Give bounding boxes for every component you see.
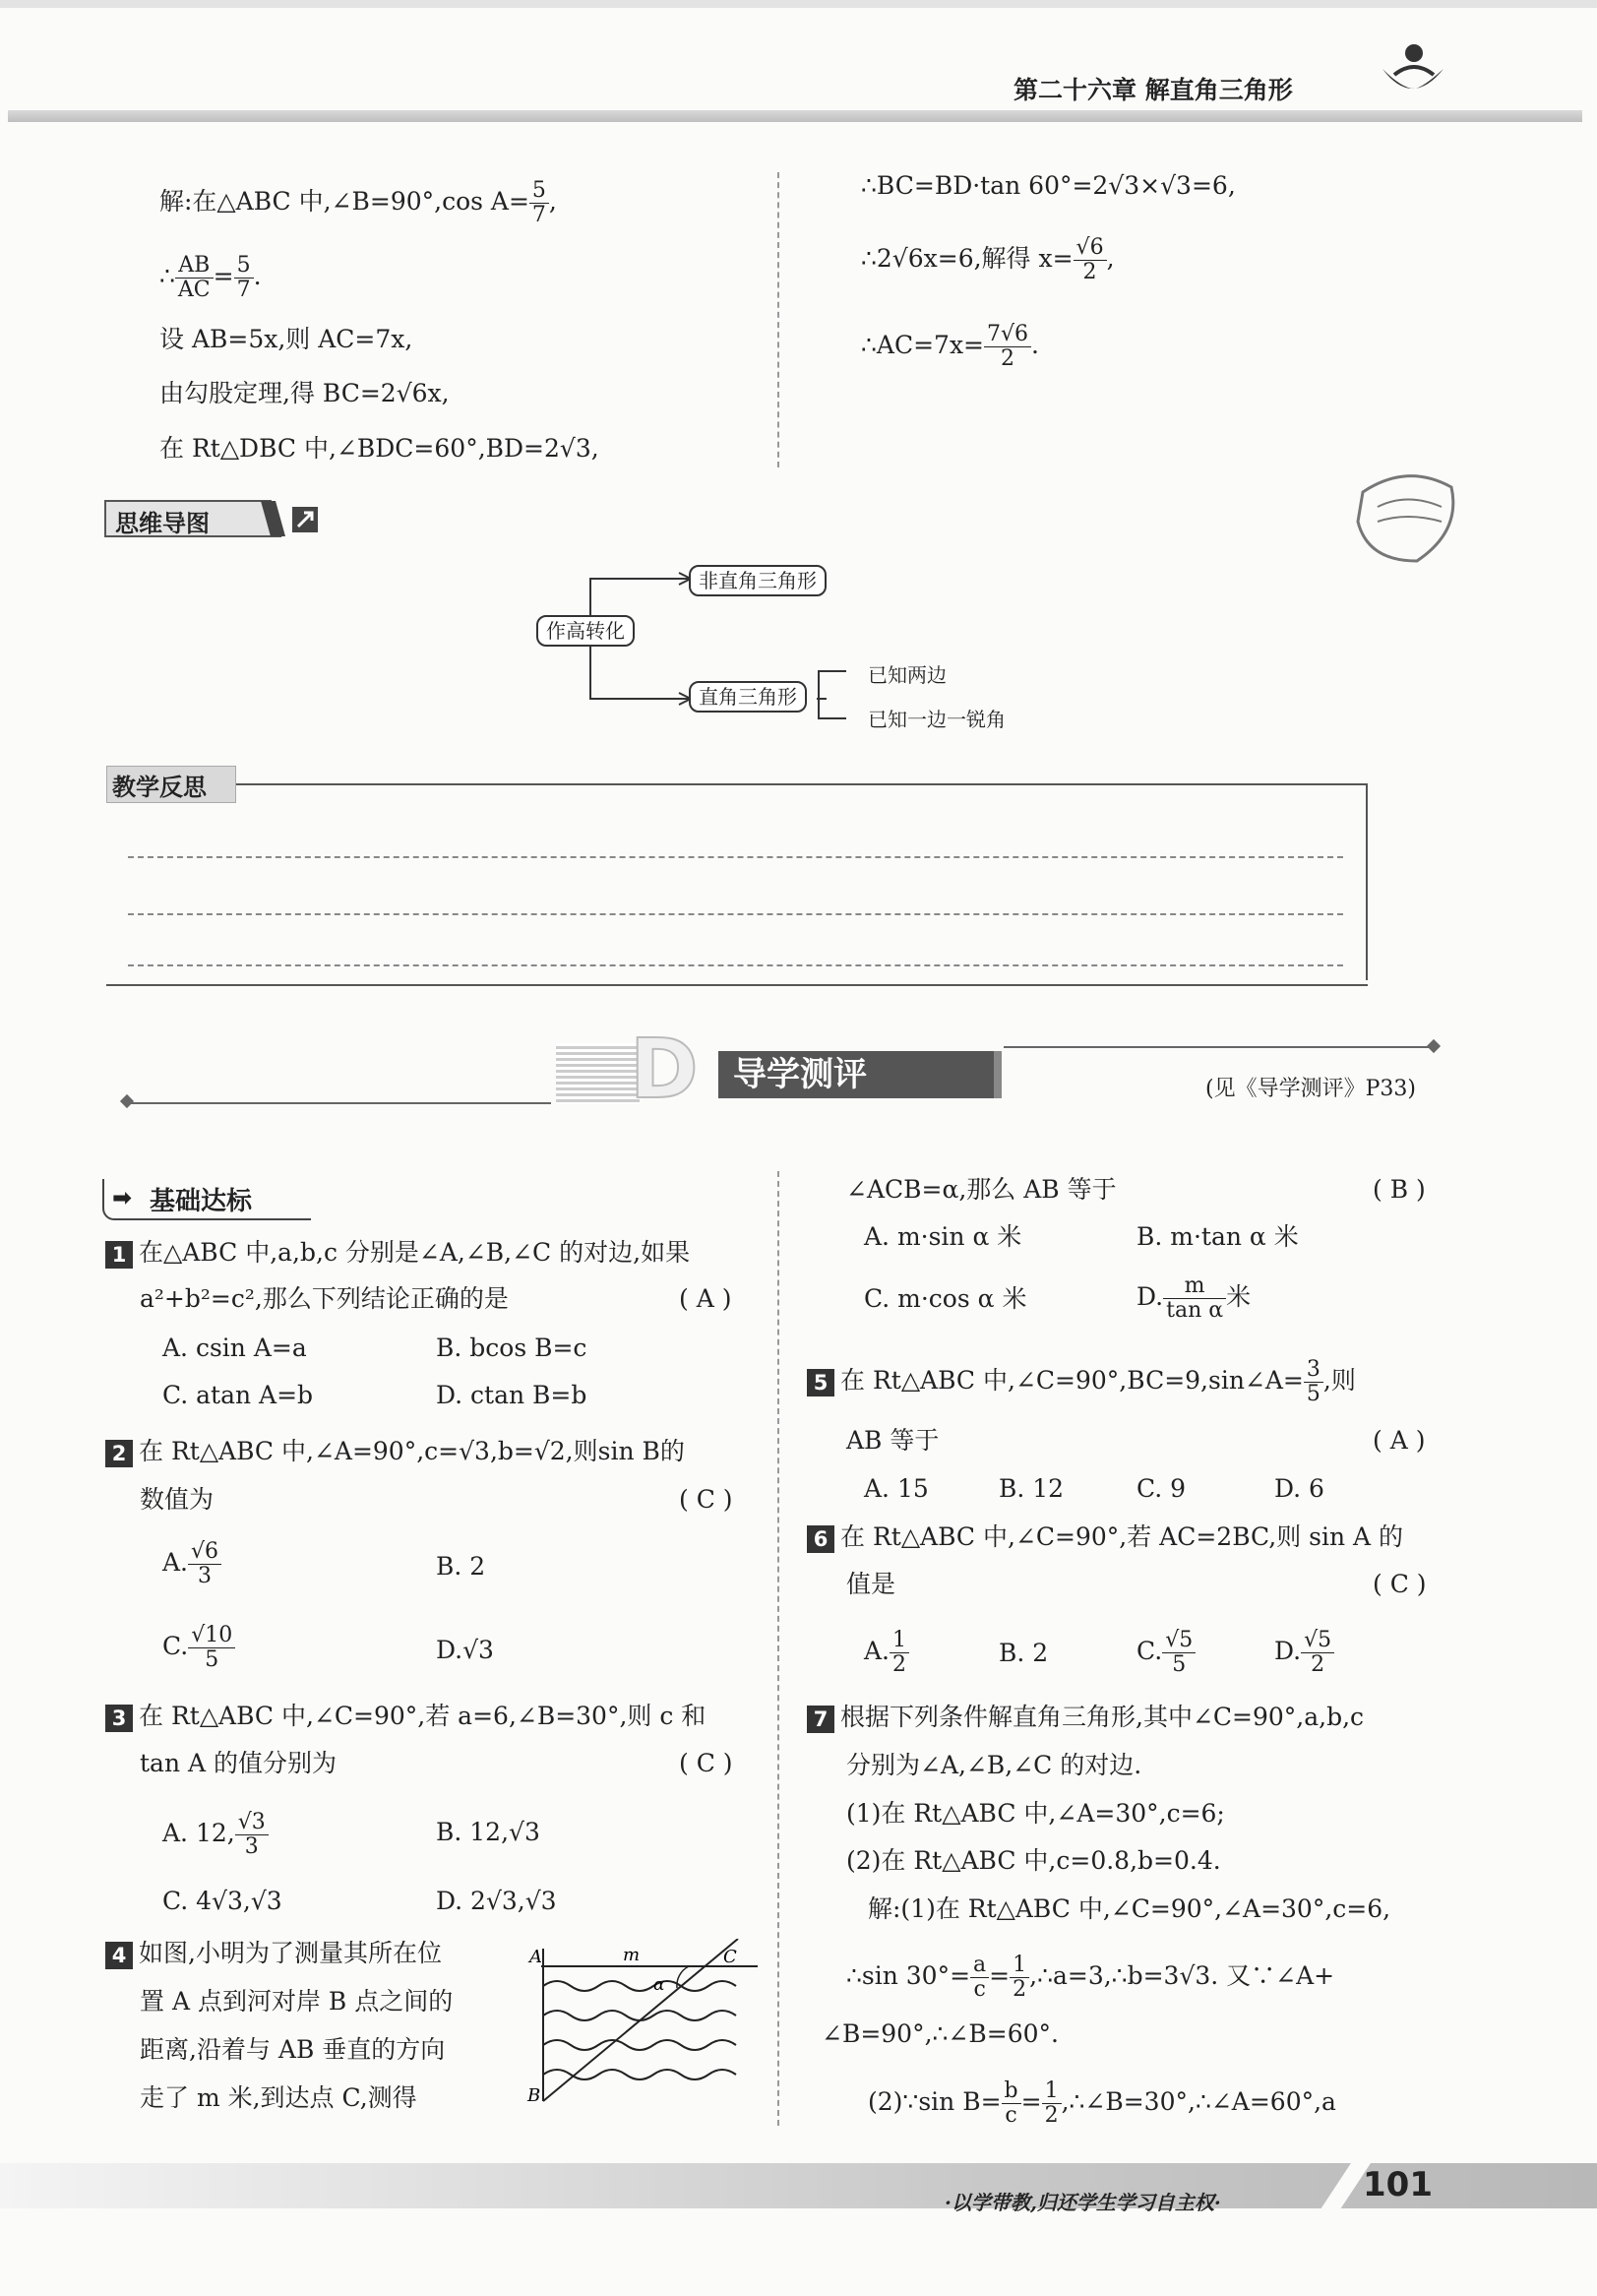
- q2-option-a: A. $\frac{√6}{3}$: [162, 1540, 221, 1588]
- q1-stem-line-2: a²+b²=c²,那么下列结论正确的是: [140, 1284, 509, 1313]
- q6-option-d: D. $\frac{√5}{2}$: [1274, 1629, 1334, 1677]
- q2-answer: ( C ): [679, 1485, 733, 1514]
- fraction: $\frac{1}{2}$: [890, 1629, 909, 1677]
- fraction: $\frac{√5}{2}$: [1301, 1629, 1334, 1677]
- q5-stem-line-2: AB 等于: [846, 1426, 940, 1455]
- q4-option-d: D. $\frac{m}{\text{tan α}}$ 米: [1136, 1273, 1252, 1323]
- reflection-right-border: [1366, 783, 1368, 980]
- q2-option-b: B. 2: [436, 1552, 486, 1581]
- reflection-line: [128, 964, 1343, 966]
- q7-number: 7: [807, 1706, 834, 1733]
- section-letter: D: [630, 1021, 699, 1117]
- q2-option-c: C. $\frac{√10}{5}$: [162, 1624, 235, 1672]
- q1-answer: ( A ): [679, 1284, 732, 1313]
- solution-right-line-2: ∴2√6x=6,解得 x= $\frac{√6}{2}$ ,: [861, 235, 1115, 284]
- q3-option-c: C. 4√3,√3: [162, 1887, 282, 1915]
- solution-right-line-3: ∴AC=7x= $\frac{7√6}{2}$ .: [861, 322, 1039, 371]
- q4-option-c: C. m·cos α 米: [864, 1284, 1027, 1313]
- fraction: $\frac{√3}{3}$: [235, 1811, 269, 1859]
- q6-option-c: C. $\frac{√5}{5}$: [1136, 1629, 1196, 1677]
- q2-option-d: D.√3: [436, 1636, 494, 1664]
- q2-number: 2: [105, 1440, 133, 1467]
- q5-stem-line-1: 5 在 Rt△ABC 中,∠C=90°,BC=9,sin∠A= $\frac{3}{5}$ ,则: [807, 1358, 1356, 1406]
- homework-stamp-icon: [1348, 463, 1466, 571]
- solution-line-1-text: 解:在△ABC 中,∠B=90°,cos A=: [159, 187, 529, 216]
- fraction: $\frac{b}{c}$: [1002, 2079, 1021, 2128]
- header-gray-bar: [8, 110, 1582, 122]
- q1-option-a: A. csin A=a: [162, 1334, 307, 1362]
- solution-line-3: 设 AB=5x,则 AC=7x,: [159, 325, 413, 353]
- q7-solution-line-3: ∠B=90°,∴∠B=60°.: [822, 2019, 1059, 2048]
- q7-solution-line-4: (2)∵sin B= $\frac{b}{c}$ = $\frac{1}{2}$ ,∴∠B=30°,∴∠A=60°,a: [868, 2079, 1336, 2128]
- mindmap-node-non-right: 非直角三角形: [689, 565, 827, 596]
- q4-number: 4: [105, 1942, 133, 1969]
- column-divider-top: [777, 172, 779, 467]
- q4-stem-line-2: 置 A 点到河对岸 B 点之间的: [140, 1987, 454, 2016]
- fraction: $\frac{a}{c}$: [970, 1954, 989, 2002]
- page-header: [0, 0, 1597, 118]
- q4-answer: ( B ): [1373, 1175, 1426, 1204]
- q2-stem-line-2: 数值为: [140, 1485, 215, 1514]
- q6-option-a: A. $\frac{1}{2}$: [864, 1629, 909, 1677]
- fraction: $\frac{AB}{AC}$: [175, 254, 214, 302]
- reflection-bottom-rule: [106, 984, 1368, 986]
- mindmap-node-right: 直角三角形: [689, 681, 807, 713]
- q4-stem-line-1: 4 如图,小明为了测量其所在位: [105, 1937, 442, 1970]
- column-divider-bottom: [777, 1171, 779, 2126]
- fraction: $\frac{5}{7}$: [234, 254, 254, 302]
- section-rule-right: [1004, 1046, 1437, 1048]
- chapter-title: 第二十六章 解直角三角形: [1013, 76, 1293, 104]
- basic-label: 基础达标: [150, 1187, 253, 1216]
- fraction: $\frac{1}{2}$: [1042, 2079, 1062, 2128]
- q3-answer: ( C ): [679, 1749, 733, 1777]
- q5-option-d: D. 6: [1274, 1474, 1324, 1503]
- solution-line-2: ∴ $\frac{AB}{AC}$ = $\frac{5}{7}$ .: [159, 253, 262, 302]
- section-title-end: [994, 1051, 1002, 1098]
- q6-stem-line-1: 6 在 Rt△ABC 中,∠C=90°,若 AC=2BC,则 sin A 的: [807, 1520, 1403, 1554]
- q7-part-2: (2)在 Rt△ABC 中,c=0.8,b=0.4.: [846, 1846, 1221, 1875]
- section-reference: (见《导学测评》P33): [1205, 1077, 1416, 1101]
- q4-option-a: A. m·sin α 米: [864, 1222, 1022, 1251]
- fraction: $\frac{7√6}{2}$: [984, 323, 1031, 371]
- q5-number: 5: [807, 1369, 834, 1396]
- q6-answer: ( C ): [1373, 1570, 1427, 1598]
- q4-stem-line-3: 距离,沿着与 AB 垂直的方向: [140, 2035, 446, 2064]
- reflection-line: [128, 913, 1343, 915]
- q1-number: 1: [105, 1241, 133, 1269]
- fig-label-b: B: [527, 2085, 541, 2106]
- reader-logo-icon: [1373, 39, 1451, 118]
- reflection-label: 教学反思: [112, 774, 207, 801]
- q5-answer: ( A ): [1373, 1426, 1426, 1455]
- fraction: $\frac{√10}{5}$: [188, 1624, 235, 1672]
- q3-option-d: D. 2√3,√3: [436, 1887, 557, 1915]
- mindmap-root-node: 作高转化: [536, 615, 635, 647]
- solution-line-1: 解:在△ABC 中,∠B=90°,cos A= $\frac{5}{7}$ ,: [159, 178, 557, 227]
- q7-stem-line-2: 分别为∠A,∠B,∠C 的对边.: [846, 1751, 1142, 1779]
- solution-right-line-1: ∴BC=BD·tan 60°=2√3×√3=6,: [861, 171, 1236, 200]
- q4-option-b: B. m·tan α 米: [1136, 1222, 1299, 1251]
- q3-option-a: A. 12, $\frac{√3}{3}$: [162, 1811, 269, 1859]
- q1-stem-line-1: 1 在△ABC 中,a,b,c 分别是∠A,∠B,∠C 的对边,如果: [105, 1236, 690, 1270]
- fraction: $\frac{√5}{5}$: [1162, 1629, 1196, 1677]
- arrow-icon: ➡: [112, 1184, 133, 1211]
- fig-label-c: C: [723, 1947, 737, 1967]
- mindmap-leaf-side-angle: 已知一边一锐角: [868, 708, 1006, 731]
- q4-stem-line-4: 走了 m 米,到达点 C,测得: [140, 2083, 417, 2112]
- fig-label-m: m: [623, 1945, 641, 1965]
- q1-option-c: C. atan A=b: [162, 1381, 314, 1409]
- mindmap-label: 思维导图: [115, 510, 210, 537]
- q7-solution-line-1: 解:(1)在 Rt△ABC 中,∠C=90°,∠A=30°,c=6,: [868, 1894, 1391, 1923]
- footer-motto: ·以学带教,归还学生学习自主权·: [945, 2191, 1221, 2214]
- q3-number: 3: [105, 1705, 133, 1732]
- q6-option-b: B. 2: [999, 1639, 1049, 1667]
- fraction: $\frac{1}{2}$: [1010, 1954, 1029, 2002]
- fraction: $\frac{√6}{2}$: [1074, 236, 1107, 284]
- q5-option-a: A. 15: [864, 1474, 929, 1503]
- q6-number: 6: [807, 1525, 834, 1553]
- q3-stem-line-1: 3 在 Rt△ABC 中,∠C=90°,若 a=6,∠B=30°,则 c 和: [105, 1700, 706, 1733]
- reflection-line: [128, 856, 1343, 858]
- q1-option-b: B. bcos B=c: [436, 1334, 587, 1362]
- fig-label-a: A: [529, 1947, 542, 1967]
- q6-stem-line-2: 值是: [846, 1570, 896, 1598]
- solution-line-5: 在 Rt△DBC 中,∠BDC=60°,BD=2√3,: [159, 434, 599, 463]
- q7-solution-line-2: ∴sin 30°= $\frac{a}{c}$ = $\frac{1}{2}$ ,∴a=3,∴b=3√3. 又∵∠A+: [846, 1953, 1335, 2002]
- solution-line-4: 由勾股定理,得 BC=2√6x,: [159, 379, 450, 407]
- mindmap-leaf-two-sides: 已知两边: [868, 663, 947, 687]
- fraction: $\frac{5}{7}$: [529, 179, 549, 227]
- q7-stem-line-1: 7 根据下列条件解直角三角形,其中∠C=90°,a,b,c: [807, 1701, 1364, 1734]
- fraction: $\frac{m}{\text{tan α}}$: [1163, 1274, 1226, 1323]
- header-top-band: [0, 0, 1597, 8]
- q4-stem-right: ∠ACB=α,那么 AB 等于: [846, 1175, 1117, 1204]
- q1-option-d: D. ctan B=b: [436, 1381, 587, 1409]
- q7-part-1: (1)在 Rt△ABC 中,∠A=30°,c=6;: [846, 1799, 1225, 1828]
- fig-label-alpha: α: [653, 1975, 665, 1995]
- q5-option-b: B. 12: [999, 1474, 1065, 1503]
- section-stripes: [556, 1043, 640, 1104]
- page-number: 101: [1363, 2165, 1433, 2204]
- fraction: $\frac{3}{5}$: [1304, 1358, 1323, 1406]
- q3-option-b: B. 12,√3: [436, 1818, 540, 1846]
- q5-option-c: C. 9: [1136, 1474, 1187, 1503]
- section-rule-diamond: [1427, 1039, 1441, 1053]
- reflection-rule: [236, 783, 1368, 785]
- q2-stem-line-1: 2 在 Rt△ABC 中,∠A=90°,c=√3,b=√2,则sin B的: [105, 1435, 685, 1468]
- river-figure: [522, 1939, 758, 2106]
- q3-stem-line-2: tan A 的值分别为: [140, 1749, 338, 1777]
- section-title: 导学测评: [733, 1055, 867, 1094]
- section-rule-left: [128, 1102, 551, 1104]
- section-rule-diamond: [120, 1094, 134, 1108]
- fraction: $\frac{√6}{3}$: [188, 1540, 221, 1588]
